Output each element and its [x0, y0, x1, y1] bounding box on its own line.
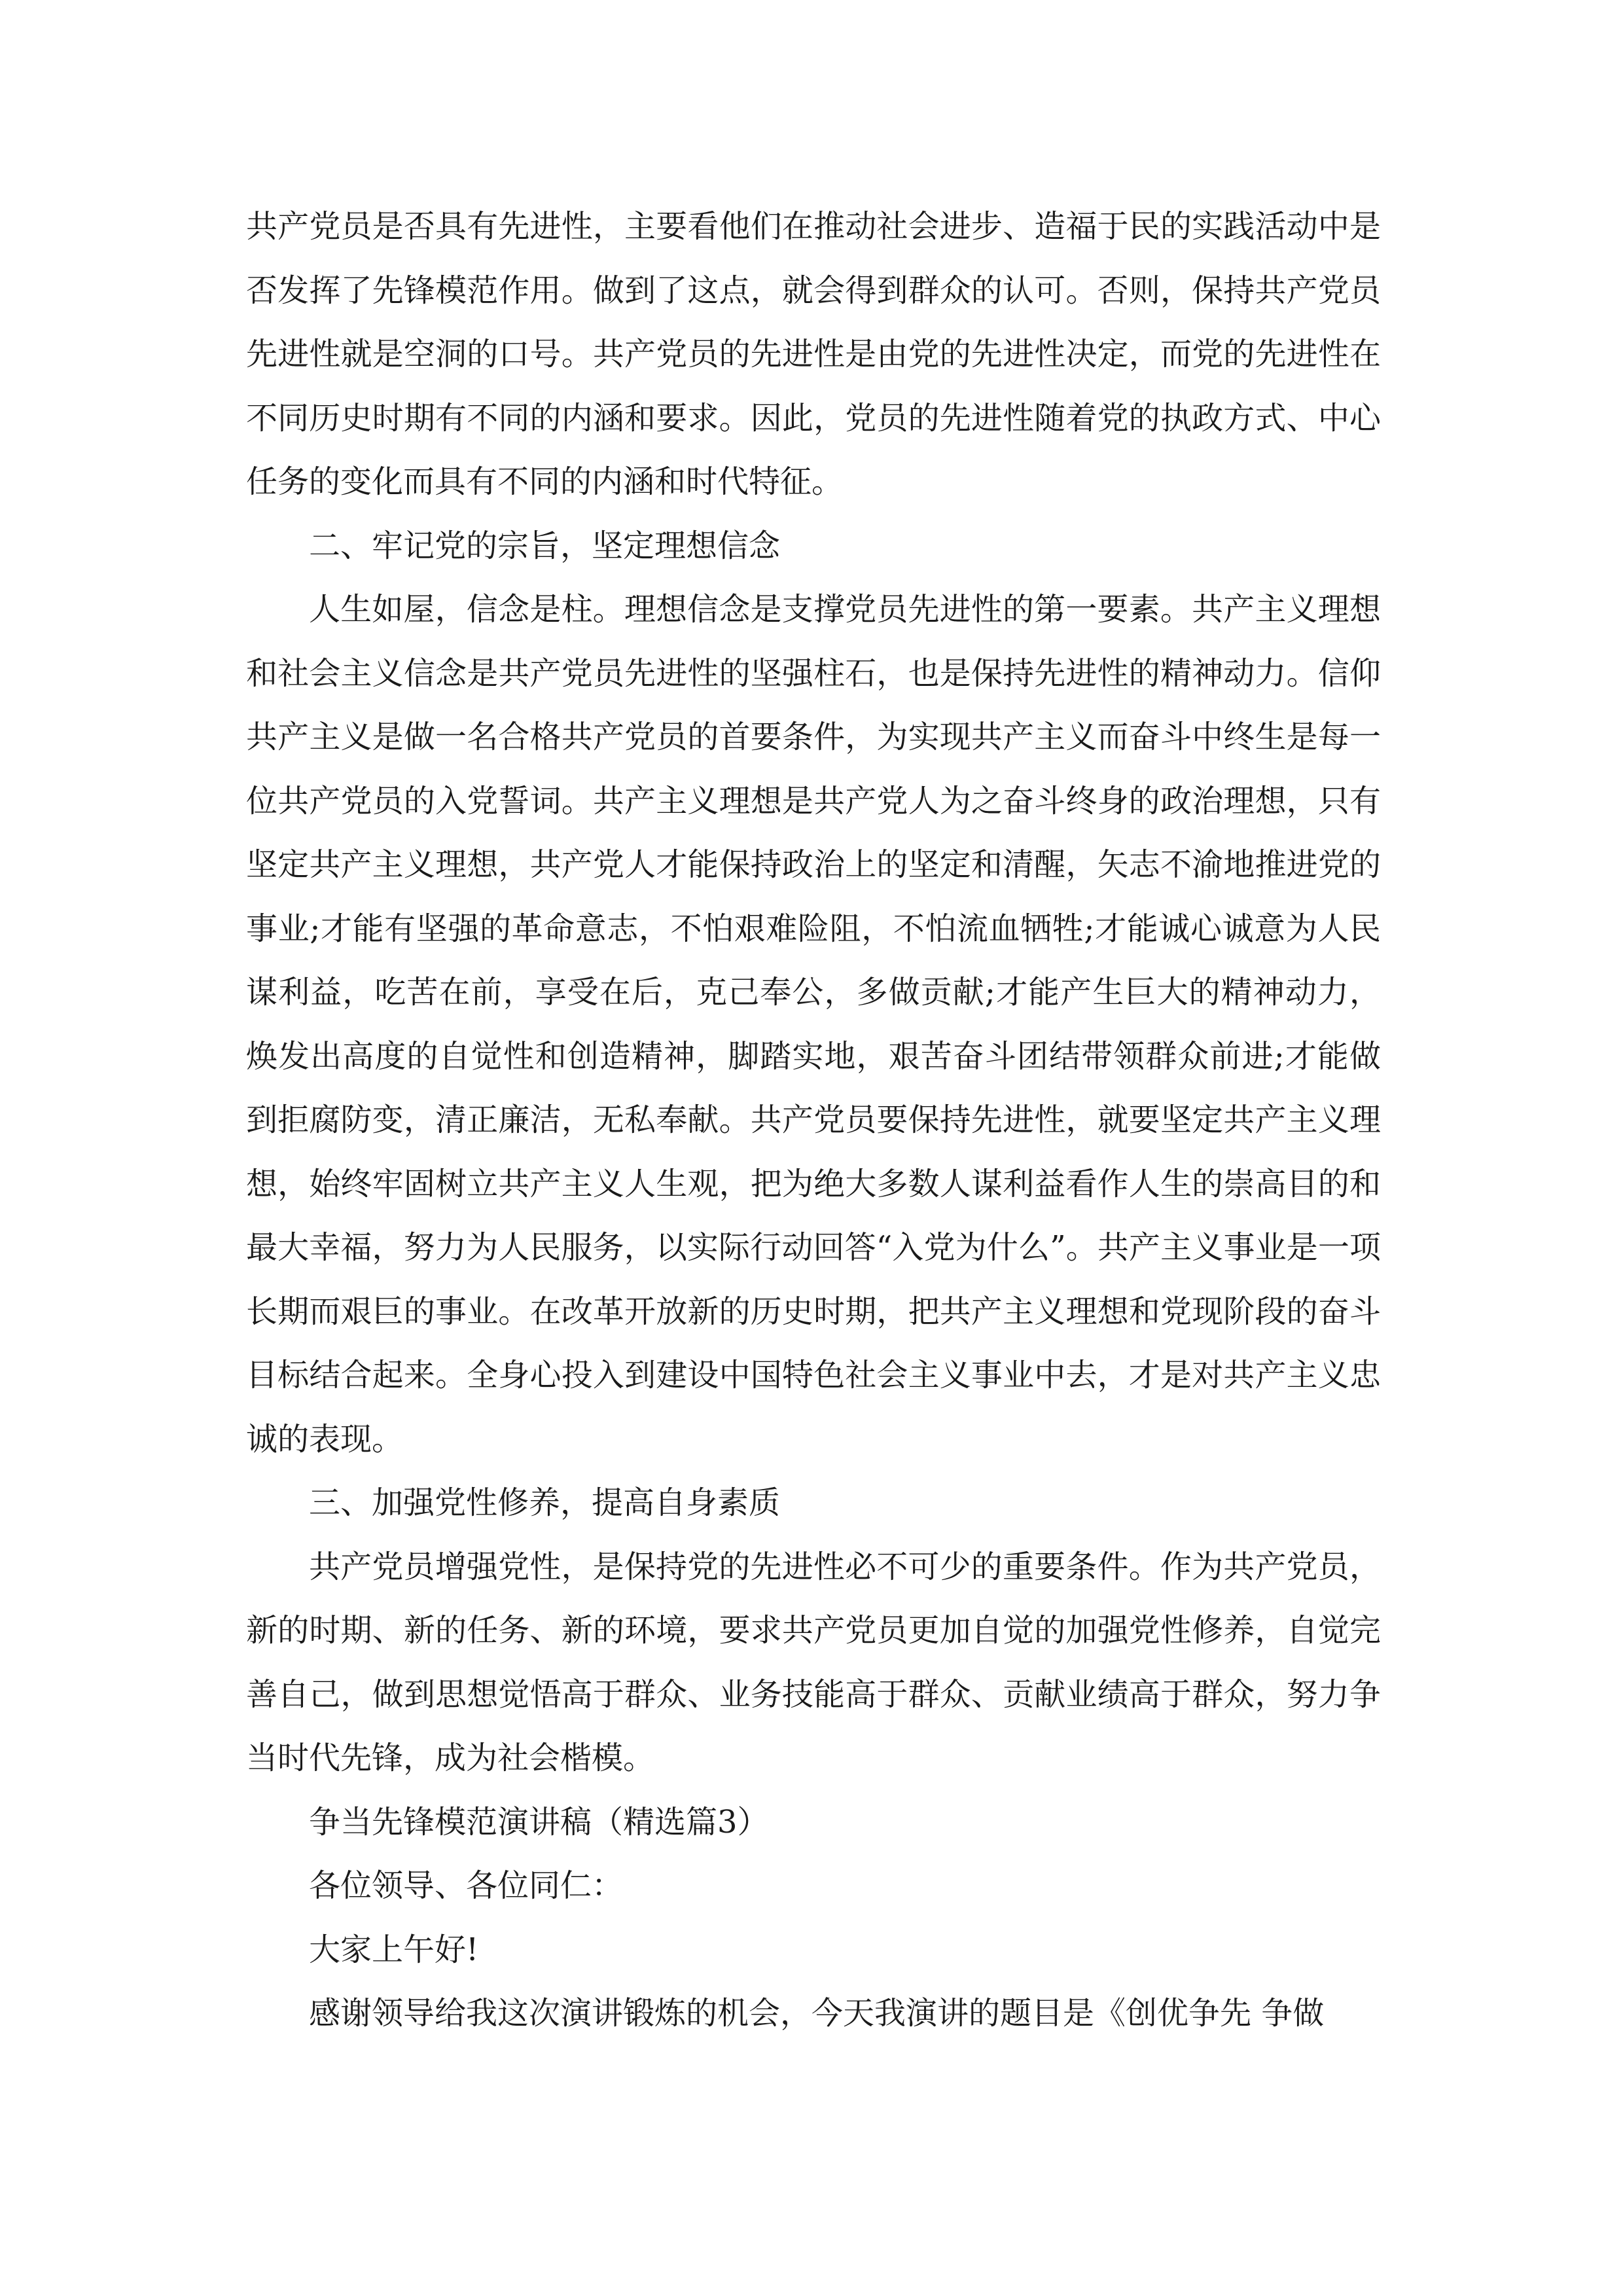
paragraph-ideals-beliefs: 人生如屋，信念是柱。理想信念是支撑党员先进性的第一要素。共产主义理想和社会主义信念是共产党员先进性的坚强柱石，也是保持先进性的精神动力。信仰共产主义是做一名合格共产党员的首要条件，为实现共产主义而奋斗中终生是每一位共产党员的入党誓词。共产主义理想是共产党人为之奋斗终身的政治理想，只有坚定共产主义理想，共产党人才能保持政治上的坚定和清醒，矢志不渝地推进党的事业;才能有坚强的革命意志，不怕艰难险阻，不怕流血牺牲;才能诚心诚意为人民谋利益，吃苦在前，享受在后，克己奉公，多做贡献;才能产生巨大的精神动力，焕发出高度的自觉性和创造精神，脚踏实地，艰苦奋斗团结带领群众前进;才能做到拒腐防变，清正廉洁，无私奉献。共产党员要保持先进性，就要坚定共产主义理想，始终牢固树立共产主义人生观，把为绝大多数人谋利益看作人生的崇高目的和最大幸福，努力为人民服务，以实际行动回答“入党为什么”。共产主义事业是一项长期而艰巨的事业。在改革开放新的历史时期，把共产主义理想和党现阶段的奋斗目标结合起来。全身心投入到建设中国特色社会主义事业中去，才是对共产主义忠诚的表现。	[246, 591, 1381, 1458]
speech-title: 争当先锋模范演讲稿（精选篇3）	[309, 1803, 769, 1840]
section-heading-2: 二、牢记党的宗旨，坚定理想信念	[309, 527, 781, 564]
document-body	[246, 195, 1381, 2046]
paragraph-party-spirit: 共产党员增强党性，是保持党的先进性必不可少的重要条件。作为共产党员，新的时期、新的任务、新的环境，要求共产党员更加自觉的加强党性修养，自觉完善自己，做到思想觉悟高于群众、业务技能高于群众、贡献业绩高于群众，努力争当时代先锋，成为社会楷模。	[246, 1548, 1381, 1776]
paragraph-speech-opening: 感谢领导给我这次演讲锻炼的机会，今天我演讲的题目是《创优争先 争做	[309, 1995, 1325, 2032]
greeting: 大家上午好!	[309, 1931, 479, 1968]
salutation: 各位领导、各位同仁：	[309, 1867, 624, 1904]
section-heading-3: 三、加强党性修养，提高自身素质	[309, 1484, 781, 1521]
paragraph-advanced-nature: 共产党员是否具有先进性，主要看他们在推动社会进步、造福于民的实践活动中是否发挥了先锋模范作用。做到了这点，就会得到群众的认可。否则，保持共产党员先进性就是空洞的口号。共产党员的先进性是由党的先进性决定，而党的先进性在不同历史时期有不同的内涵和要求。因此，党员的先进性随着党的执政方式、中心任务的变化而具有不同的内涵和时代特征。	[246, 208, 1381, 500]
